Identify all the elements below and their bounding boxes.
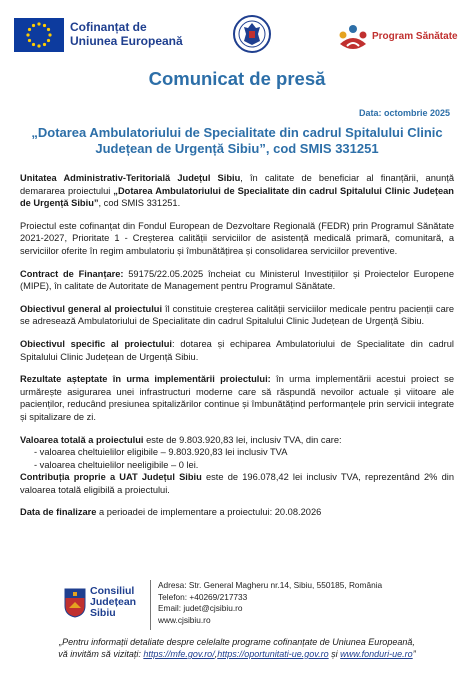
expected-results-label: Rezultate așteptate în urma implementării proiectului: — [20, 374, 271, 385]
info-prefix: vă invităm să vizitați: — [58, 649, 144, 659]
paragraph-text: este de 196.078,42 lei inclusiv TVA, reprezentând 2% din valoarea totală eligibilă a proiectului. — [20, 472, 454, 495]
org-line: Sibiu — [90, 607, 116, 619]
paragraph-beneficiary — [20, 172, 454, 210]
separator: , — [214, 649, 218, 659]
paragraph-expected-results — [20, 373, 454, 423]
header — [0, 0, 474, 62]
link-fonduri[interactable]: www.fonduri-ue.ro — [340, 649, 413, 659]
government-seal-icon — [232, 14, 272, 54]
separator: și — [328, 649, 341, 659]
link-mfe[interactable]: https://mfe.gov.ro/ — [143, 649, 215, 659]
general-objective-label: Obiectivul general al proiectului — [20, 303, 163, 314]
eu-line2: Uniunea Europeană — [70, 34, 183, 48]
paragraph-text: în urma implementării acestui proiect se urmărește asigurarea unei infrastructuri moderne care să răspundă nevoilor actuale și viitoare ale pacienților, reducând presiunea spitalizărilor continue și îmbunătățind performanțele prin servicii integrate și spitalizare de zi. — [20, 374, 454, 422]
paragraph-text: este de 9.803.920,83 lei, inclusiv TVA, din care: — [143, 434, 342, 445]
info-line2 — [10, 648, 464, 660]
separator: ” — [412, 649, 416, 659]
publication-date: Data: octombrie 2025 — [358, 108, 450, 118]
email[interactable]: Email: judet@cjsibiu.ro — [158, 603, 243, 614]
paragraph-text: , în calitate de beneficiar al finanțării, anunță demararea proiectului — [20, 173, 454, 196]
eu-flag-icon — [14, 18, 64, 52]
own-contribution-label: Contribuția proprie a UAT Județul Sibiu — [20, 472, 202, 483]
program-label: Program Sănătate — [372, 31, 458, 42]
link-oportunitati[interactable]: https://oportunitati-ue.gov.ro — [217, 649, 329, 659]
eu-line1: Cofinanțat de — [70, 20, 147, 34]
total-value-label: Valoarea totală a proiectului — [20, 434, 144, 445]
press-release-body — [20, 172, 454, 529]
paragraph-text: : dotarea și echiparea Ambulatoriului de Specialitate din cadrul Spitalului Clinic Județean de Urgență Sibiu. — [20, 338, 454, 362]
specific-objective-label: Obiectivul specific al proiectului — [20, 338, 173, 349]
paragraph-funding: Proiectul este cofinanțat din Fondul European de Dezvoltare Regională (FEDR) prin Programul Sănătate 2021-2027, Prioritate 1 - Creșterea calității serviciilor de asistență medicală primară, comunitară, a serviciilor oferite în regim ambulatoriu și îmbunătățirea și consolidarea serviciilor preventive. — [20, 220, 454, 256]
county-council-name — [90, 586, 136, 619]
phone: Telefon: +40269/217733 — [158, 591, 248, 602]
eu-info-note — [10, 636, 464, 660]
paragraph-specific-objective — [20, 338, 454, 363]
footer — [0, 580, 474, 632]
paragraph-text: îl constituie creșterea calității serviciilor medicale pentru pacienții care se adresează Ambulatoriului de Specialitate din cadrul Spitalului Clinic Județean de Urgență Sibiu. — [20, 303, 455, 327]
program-sanatate-logo-icon — [336, 22, 370, 56]
page-title: Comunicat de presă — [148, 68, 326, 89]
project-name: „Dotarea Ambulatoriului de Specialitate din cadrul Spitalului Clinic Județean de Urgență Sibiu” — [20, 185, 454, 209]
website[interactable]: www.cjsibiu.ro — [158, 614, 211, 625]
paragraph-general-objective — [20, 303, 454, 328]
end-date-label: Data de finalizare — [20, 507, 97, 518]
paragraph-text: a perioadei de implementare a proiectului: 20.08.2026 — [96, 507, 322, 518]
paragraph-text: , cod SMIS 331251. — [98, 198, 181, 209]
org-line: Consiliul — [90, 585, 135, 597]
list-item: - valoarea cheltuielilor eligibile – 9.803.920,83 lei inclusiv TVA — [34, 447, 288, 458]
list-item: - valoarea cheltuielilor neeligibile – 0 lei. — [34, 459, 199, 470]
contract-label: Contract de Finanțare: — [20, 268, 124, 279]
project-headline: „Dotarea Ambulatoriului de Specialitate din cadrul Spitalului Clinic Județean de Urgență Sibiu”, cod SMIS 331251 — [31, 125, 443, 156]
paragraph-budget — [20, 434, 454, 497]
contact-info — [158, 580, 382, 626]
org-line: Județean — [90, 596, 137, 608]
paragraph-text: 59175/22.05.2025 încheiat cu Ministerul Investițiilor și Proiectelor Europene (MIPE), în calitate de Autoritate de Management pentru Programul Sănătate. — [20, 268, 454, 292]
beneficiary-name: Unitatea Administrativ-Teritorială Județul Sibiu — [20, 173, 241, 183]
address: Adresa: Str. General Magheru nr.14, Sibiu, 550185, România — [158, 580, 383, 590]
eu-cofinancing-label — [70, 20, 183, 48]
paragraph-contract — [20, 268, 454, 293]
footer-divider — [150, 580, 151, 630]
info-line1: „Pentru informații detaliate despre celelalte programe cofinanțate de Uniunea Europeană, — [59, 637, 415, 647]
paragraph-end-date — [20, 506, 454, 519]
county-coat-of-arms-icon — [64, 588, 86, 618]
